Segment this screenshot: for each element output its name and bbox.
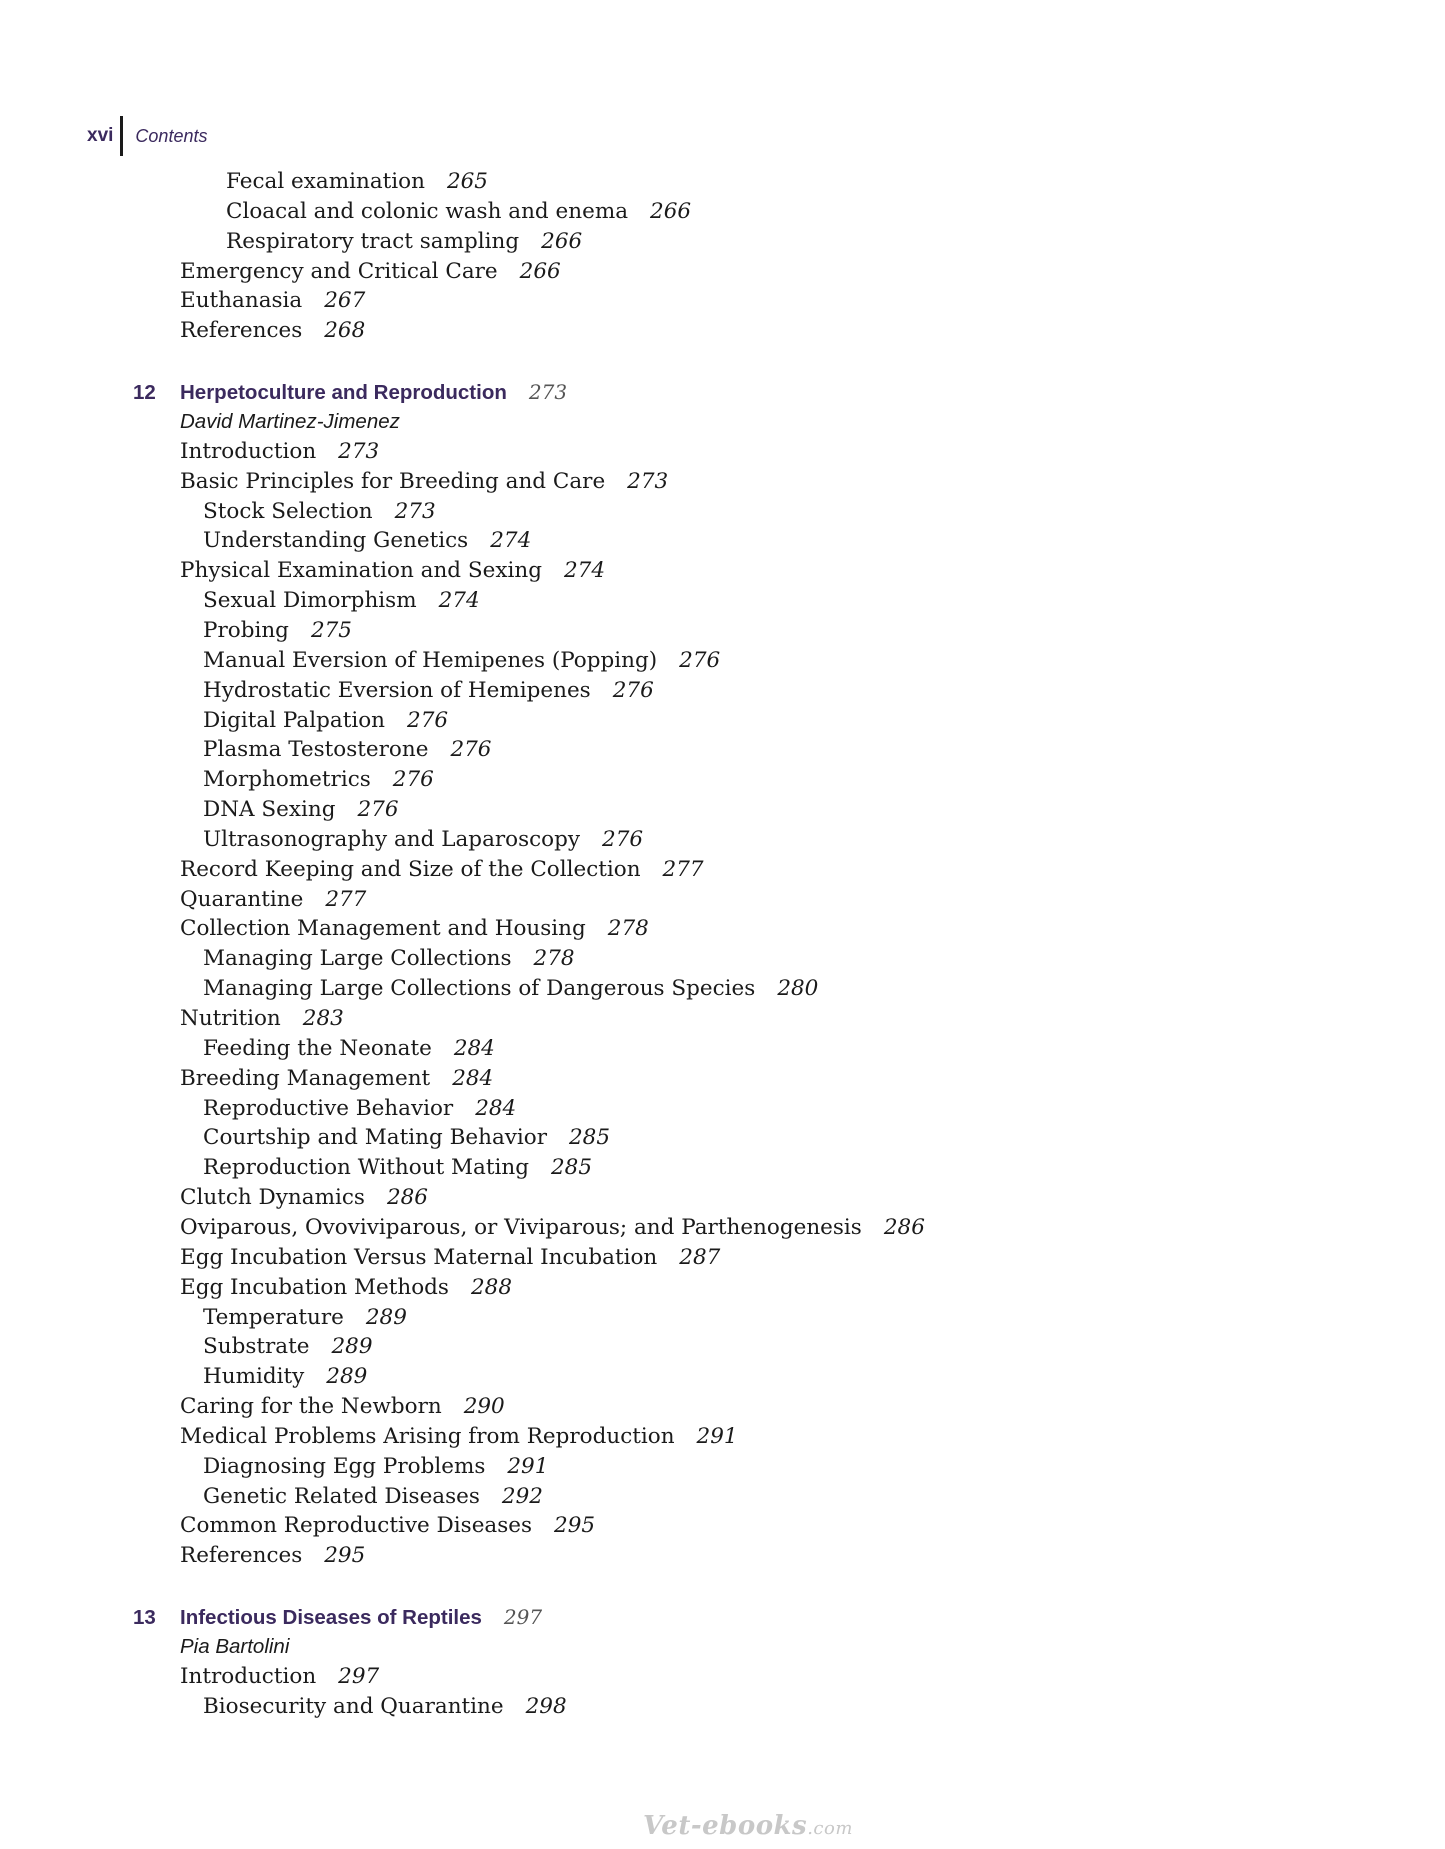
toc-entry-title: Clutch Dynamics xyxy=(180,1185,365,1211)
page-number: 288 xyxy=(470,1274,513,1300)
toc-entry-title: Diagnosing Egg Problems xyxy=(203,1453,486,1479)
page-number: 273 xyxy=(528,380,568,405)
toc-entry-title: Ultrasonography and Laparoscopy xyxy=(203,826,581,852)
chapter-heading[interactable] xyxy=(133,377,567,407)
page-number: 266 xyxy=(650,198,692,224)
toc-entry-title: Medical Problems Arising from Reproduction xyxy=(180,1423,675,1449)
toc-entry-title: Genetic Related Diseases xyxy=(203,1483,480,1509)
page-number: 277 xyxy=(662,856,704,882)
chapter-title: Herpetoculture and Reproduction xyxy=(180,381,507,405)
page-number: 273 xyxy=(627,468,669,494)
page-number: 290 xyxy=(463,1394,505,1419)
toc-entry[interactable] xyxy=(203,1362,367,1392)
page-number: 285 xyxy=(551,1155,593,1181)
page-number: 276 xyxy=(392,767,434,793)
toc-entry-title: Introduction xyxy=(180,438,317,464)
toc-entry[interactable] xyxy=(180,316,365,346)
page-number: 276 xyxy=(679,647,721,673)
page-number: 276 xyxy=(602,826,644,852)
page-number: 295 xyxy=(554,1513,596,1539)
toc-entry-title: Feeding the Neonate xyxy=(203,1035,432,1061)
toc-entry[interactable] xyxy=(203,974,818,1004)
watermark-logo xyxy=(643,1811,853,1841)
toc-entry[interactable] xyxy=(180,1213,925,1243)
toc-entry-title: Quarantine xyxy=(180,886,304,912)
page-number: 278 xyxy=(607,916,649,942)
toc-entry[interactable] xyxy=(180,467,668,497)
toc-entry[interactable] xyxy=(203,1692,567,1722)
toc-entry-title: Cloacal and colonic wash and enema xyxy=(226,198,629,224)
toc-entry[interactable] xyxy=(180,1273,512,1303)
toc-entry-title: Egg Incubation Versus Maternal Incubation xyxy=(180,1244,658,1270)
running-head xyxy=(87,116,207,156)
toc-entry-title: Sexual Dimorphism xyxy=(203,588,417,614)
page-number: 284 xyxy=(475,1095,517,1121)
toc-entry[interactable] xyxy=(203,1303,407,1333)
page-number: 277 xyxy=(325,886,367,912)
toc-entry[interactable] xyxy=(180,855,704,885)
chapter-author: Pia Bartolini xyxy=(180,1634,290,1658)
page-number: 276 xyxy=(357,797,399,822)
toc-entry[interactable] xyxy=(180,914,649,944)
toc-entry-title: Biosecurity and Quarantine xyxy=(203,1693,504,1719)
toc-entry[interactable] xyxy=(180,1243,720,1273)
toc-entry[interactable] xyxy=(180,1392,505,1422)
chapter-number: 12 xyxy=(133,381,156,405)
toc-entry-title: Egg Incubation Methods xyxy=(180,1274,449,1300)
toc-entry[interactable] xyxy=(203,526,531,556)
page-number: 276 xyxy=(612,677,654,703)
chapter-title: Infectious Diseases of Reptiles xyxy=(180,1606,482,1630)
toc-entry-title: Temperature xyxy=(203,1304,344,1330)
toc-entry-title: References xyxy=(180,1543,303,1569)
watermark-domain: .com xyxy=(807,1818,853,1839)
page-number: 273 xyxy=(338,438,380,464)
toc-entry-title: Understanding Genetics xyxy=(203,528,469,554)
page-number: 298 xyxy=(525,1693,567,1719)
toc-entry[interactable] xyxy=(203,586,480,616)
toc-entry-title: Record Keeping and Size of the Collection xyxy=(180,856,641,882)
toc-entry[interactable] xyxy=(203,825,643,855)
toc-entry[interactable] xyxy=(203,1452,548,1482)
page-number: 284 xyxy=(453,1035,495,1061)
page-number: 278 xyxy=(533,946,575,972)
toc-entry[interactable] xyxy=(203,616,352,646)
toc-entry-title: Morphometrics xyxy=(203,767,371,793)
page-number: 289 xyxy=(331,1334,373,1360)
page-number: 289 xyxy=(326,1364,368,1390)
toc-entry-title: Courtship and Mating Behavior xyxy=(203,1125,547,1151)
running-head-title: Contents xyxy=(135,125,208,146)
toc-entry[interactable] xyxy=(180,885,366,915)
toc-entry[interactable] xyxy=(180,1541,365,1571)
page-number: 283 xyxy=(302,1006,344,1031)
toc-entry-title: Substrate xyxy=(203,1334,310,1360)
toc-entry[interactable] xyxy=(203,706,448,736)
toc-entry-title: Introduction xyxy=(180,1663,317,1689)
toc-entry-title: Digital Palpation xyxy=(203,707,386,733)
toc-entry[interactable] xyxy=(203,1482,543,1512)
toc-entry[interactable] xyxy=(180,1064,493,1094)
page-number: 291 xyxy=(507,1453,549,1479)
page-folio: xvi xyxy=(87,125,114,146)
toc-entry[interactable] xyxy=(180,1511,595,1541)
toc-entry[interactable] xyxy=(203,944,575,974)
toc-entry-title: Collection Management and Housing xyxy=(180,916,586,942)
page-number: 266 xyxy=(519,258,561,284)
toc-entry[interactable] xyxy=(180,1422,738,1452)
toc-entry[interactable] xyxy=(180,286,365,316)
page-number: 291 xyxy=(696,1423,738,1449)
toc-entry[interactable] xyxy=(203,497,436,527)
watermark-text: Vet-ebooks xyxy=(643,1811,808,1841)
toc-entry[interactable] xyxy=(180,1004,344,1034)
toc-entry[interactable] xyxy=(226,227,582,257)
toc-entry-title: Basic Principles for Breeding and Care xyxy=(180,468,606,494)
page-number: 267 xyxy=(324,288,366,314)
toc-entry[interactable] xyxy=(203,1094,516,1124)
toc-entry-title: Oviparous, Ovoviviparous, or Viviparous; and Parthenogenesis xyxy=(180,1214,862,1240)
page-number: 275 xyxy=(310,617,352,643)
toc-entry-title: Managing Large Collections of Dangerous Species xyxy=(203,976,756,1002)
toc-entry-title: Managing Large Collections xyxy=(203,946,512,972)
page-number: 276 xyxy=(407,707,449,733)
toc-entry[interactable] xyxy=(180,556,605,586)
page-number: 287 xyxy=(679,1244,721,1270)
page-number: 284 xyxy=(452,1065,494,1091)
toc-entry[interactable] xyxy=(203,795,399,825)
toc-entry[interactable] xyxy=(226,167,488,197)
toc-entry-title: Reproduction Without Mating xyxy=(203,1155,529,1181)
toc-entry-title: Physical Examination and Sexing xyxy=(180,558,542,584)
toc-entry-title: Nutrition xyxy=(180,1006,281,1031)
toc-entry[interactable] xyxy=(180,257,561,287)
toc-entry[interactable] xyxy=(203,1123,610,1153)
page-number: 297 xyxy=(503,1605,543,1630)
toc-entry-title: Euthanasia xyxy=(180,288,303,314)
toc-entry-title: DNA Sexing xyxy=(203,797,336,822)
page-number: 274 xyxy=(438,588,480,614)
toc-entry-title: Stock Selection xyxy=(203,498,373,524)
toc-entry-title: Humidity xyxy=(203,1364,305,1390)
toc-entry-title: Breeding Management xyxy=(180,1065,431,1091)
page-number: 286 xyxy=(386,1185,428,1211)
toc-entry-title: Probing xyxy=(203,617,289,643)
toc-entry-title: Caring for the Newborn xyxy=(180,1394,442,1419)
toc-entry[interactable] xyxy=(203,1034,495,1064)
toc-entry[interactable] xyxy=(180,1662,379,1692)
toc-entry-title: Hydrostatic Eversion of Hemipenes xyxy=(203,677,591,703)
chapter-author: David Martinez-Jimenez xyxy=(180,409,400,433)
page-number: 295 xyxy=(324,1543,366,1569)
toc-entry[interactable] xyxy=(226,197,691,227)
page-number: 268 xyxy=(324,318,366,344)
page-number: 297 xyxy=(338,1663,380,1689)
toc-entry-title: Common Reproductive Diseases xyxy=(180,1513,533,1539)
page-number: 274 xyxy=(490,528,532,554)
toc-entry[interactable] xyxy=(180,1183,428,1213)
page-number: 274 xyxy=(563,558,606,584)
toc-entry[interactable] xyxy=(203,646,720,676)
toc-entry[interactable] xyxy=(203,676,654,706)
toc-entry[interactable] xyxy=(180,437,379,467)
page-number: 289 xyxy=(365,1304,407,1330)
toc-entry[interactable] xyxy=(203,735,491,765)
page-number: 286 xyxy=(883,1214,925,1240)
chapter-number: 13 xyxy=(133,1606,156,1630)
toc-entry-title: Reproductive Behavior xyxy=(203,1095,454,1121)
toc-entry-title: Fecal examination xyxy=(226,169,425,194)
toc-entry-title: Respiratory tract sampling xyxy=(226,228,520,254)
chapter-heading[interactable] xyxy=(133,1602,542,1632)
toc-entry-title: Manual Eversion of Hemipenes (Popping) xyxy=(203,647,658,673)
toc-entry[interactable] xyxy=(203,1332,373,1362)
toc-entry[interactable] xyxy=(203,1153,592,1183)
page-number: 280 xyxy=(777,976,819,1002)
page-number: 285 xyxy=(569,1125,611,1151)
page-number: 292 xyxy=(501,1483,543,1509)
toc-entry-title: Emergency and Critical Care xyxy=(180,258,498,284)
page-number: 265 xyxy=(446,169,488,194)
toc-entry-title: Plasma Testosterone xyxy=(203,737,429,763)
toc-entry[interactable] xyxy=(203,765,434,795)
page-number: 273 xyxy=(394,498,436,524)
toc-entry-title: References xyxy=(180,318,303,344)
page-number: 266 xyxy=(541,228,583,254)
page-number: 276 xyxy=(450,737,492,763)
